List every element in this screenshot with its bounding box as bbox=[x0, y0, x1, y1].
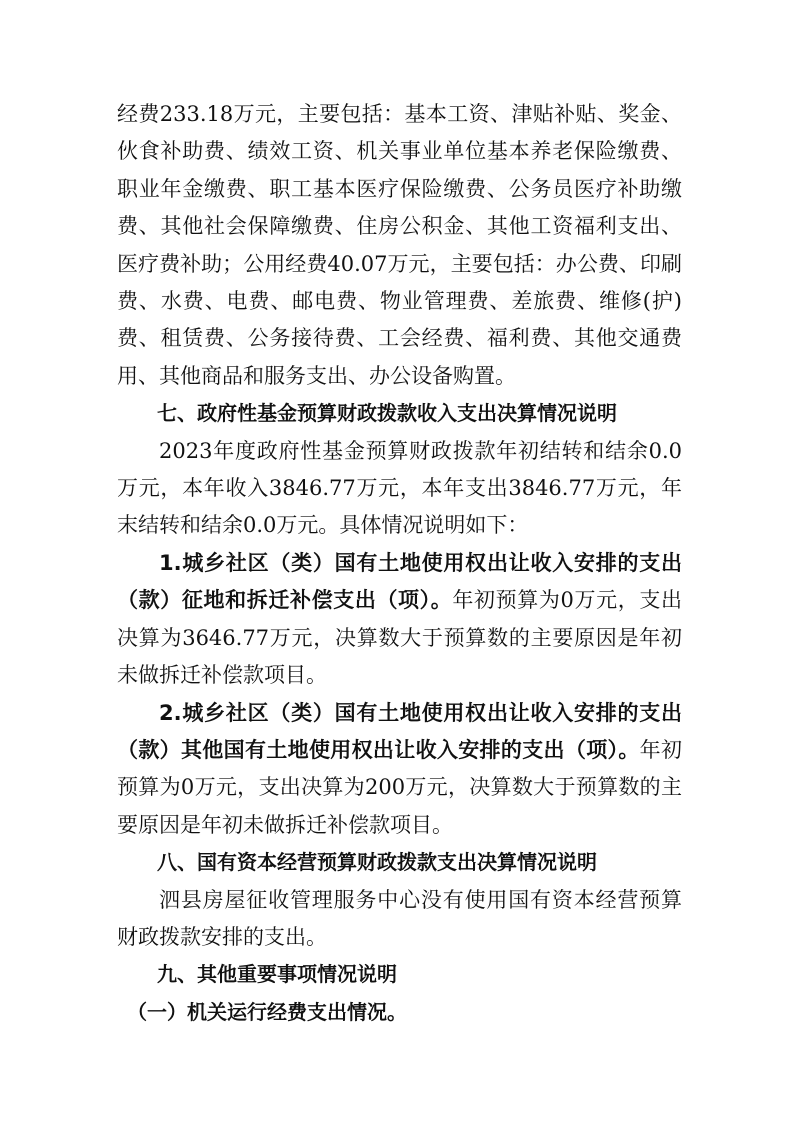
item-1-text: 年初预算为0万元，支出决算为3646.77万元，决算数大于预算数的主要原因是年初未做拆迁补偿款项目。 bbox=[117, 588, 682, 688]
paragraph-item-1 bbox=[117, 545, 682, 695]
document-body bbox=[117, 96, 682, 1031]
section-heading-8: 八、国有资本经营预算财政拨款支出决算情况说明 bbox=[157, 850, 597, 875]
item-1-heading: 1.城乡社区（类）国有土地使用权出让收入安排的支出（款）征地和拆迁补偿支出（项）。 bbox=[117, 550, 682, 613]
item-2-heading: 2.城乡社区（类）国有土地使用权出让收入安排的支出（款）其他国有土地使用权出让收入安排的支出（项）。 bbox=[117, 700, 682, 762]
paragraph-item-2 bbox=[117, 695, 682, 845]
subsection-heading-9-1: （一）机关运行经费支出情况。 bbox=[127, 999, 407, 1024]
section-heading-7: 七、政府性基金预算财政拨款收入支出决算情况说明 bbox=[157, 401, 617, 426]
paragraph-personnel-public-expenses: 经费233.18万元，主要包括：基本工资、津贴补贴、奖金、伙食补助费、绩效工资、机关事业单位基本养老保险缴费、职业年金缴费、职工基本医疗保险缴费、公务员医疗补助缴费、其他社会保障缴费、住房公积金、其他工资福利支出、医疗费补助；公用经费40.07万元，主要包括：办公费、印刷费、水费、电费、邮电费、物业管理费、差旅费、维修(护)费、租赁费、公务接待费、工会经费、福利费、其他交通费用、其他商品和服务支出、办公设备购置。 bbox=[117, 102, 682, 388]
paragraph-state-capital: 泗县房屋征收管理服务中心没有使用国有资本经营预算财政拨款安排的支出。 bbox=[117, 887, 682, 949]
item-2-text: 年初预算为0万元，支出决算为200万元，决算数大于预算数的主要原因是年初未做拆迁补偿款项目。 bbox=[117, 737, 682, 837]
section-heading-9: 九、其他重要事项情况说明 bbox=[157, 962, 397, 987]
paragraph-gov-fund-summary: 2023年度政府性基金预算财政拨款年初结转和结余0.0万元，本年收入3846.77万元，本年支出3846.77万元，年末结转和结余0.0万元。具体情况说明如下： bbox=[117, 438, 682, 538]
